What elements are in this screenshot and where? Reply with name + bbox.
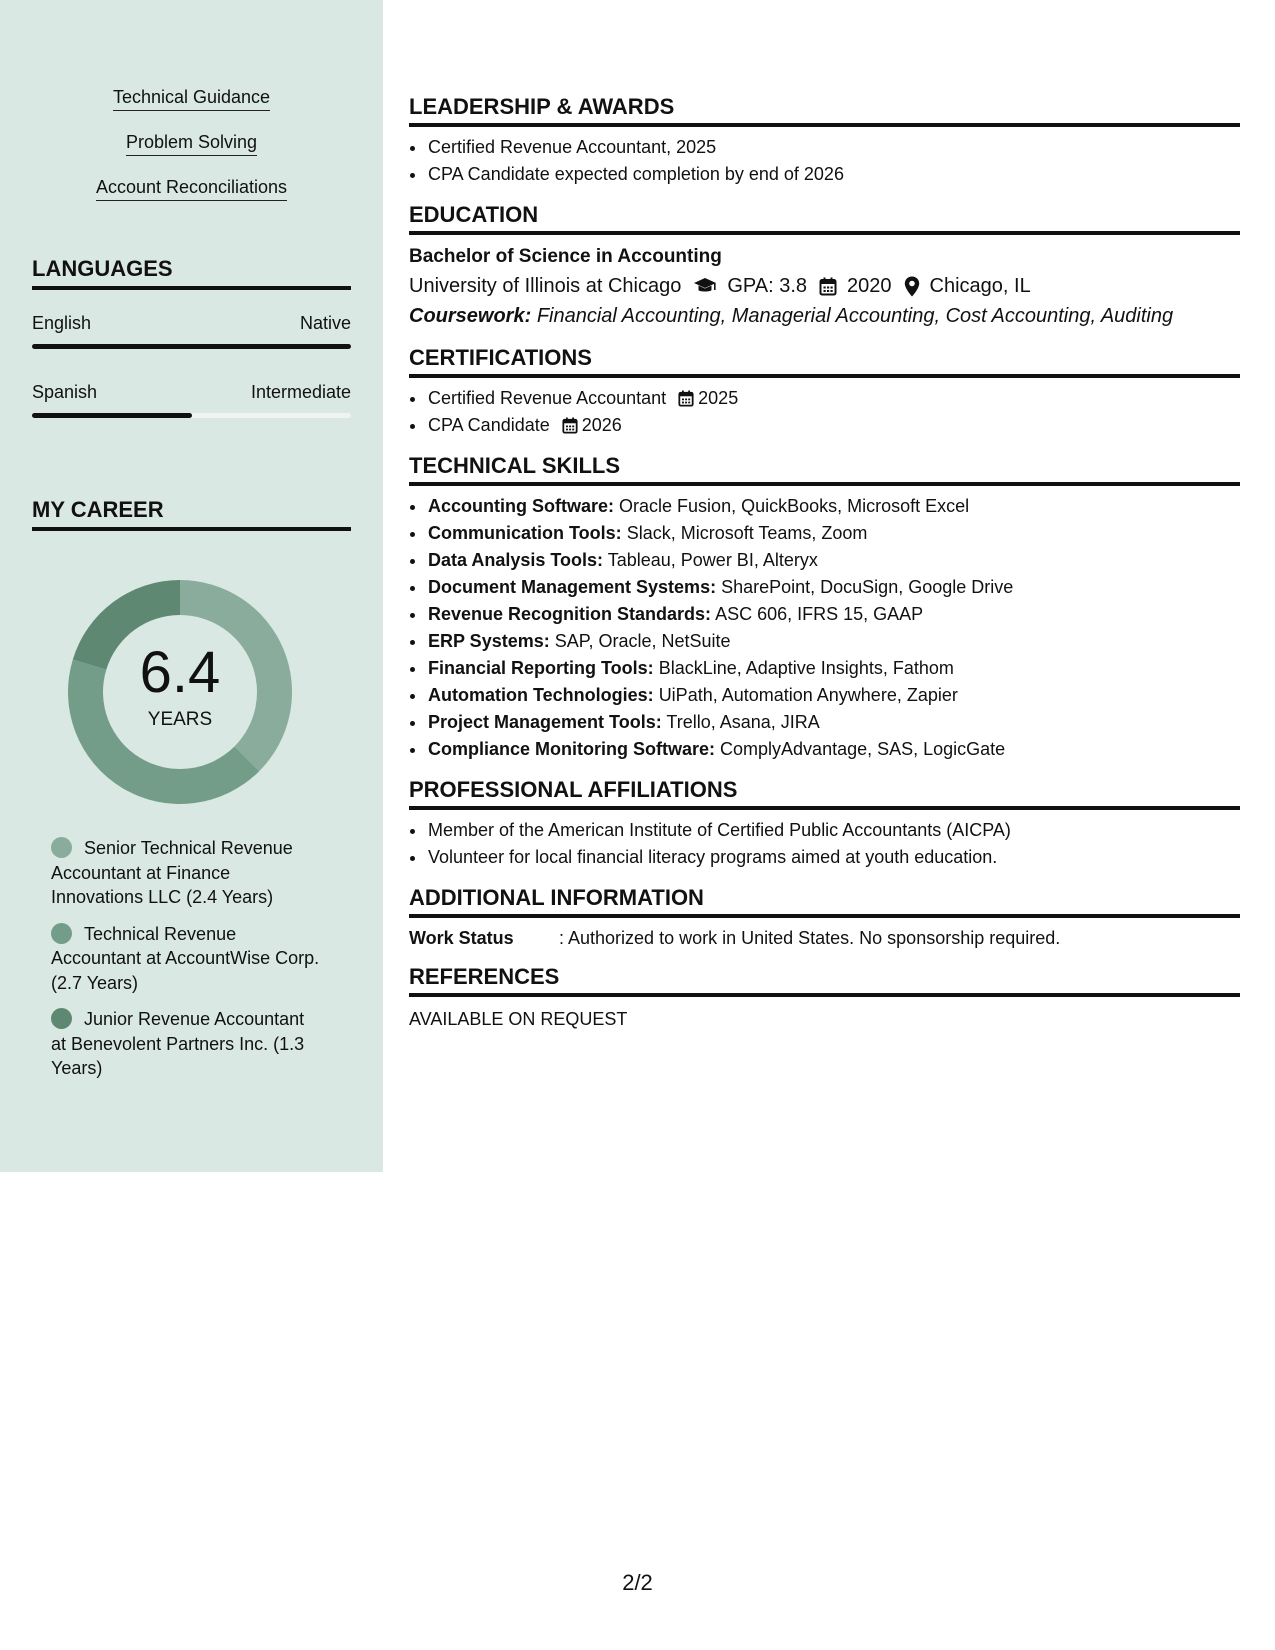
skill-value: ComplyAdvantage, SAS, LogicGate bbox=[720, 739, 1006, 759]
skill-value: UiPath, Automation Anywhere, Zapier bbox=[658, 685, 958, 705]
career-item bbox=[51, 1007, 321, 1081]
page-number: 2/2 bbox=[622, 1570, 653, 1595]
calendar-icon bbox=[678, 390, 694, 407]
career-total-years: 6.4 bbox=[139, 640, 221, 705]
list-item bbox=[427, 385, 1240, 412]
list-item bbox=[427, 493, 1240, 520]
section-title: REFERENCES bbox=[409, 964, 1240, 997]
section-title: CERTIFICATIONS bbox=[409, 345, 1240, 378]
calendar-icon bbox=[562, 417, 578, 434]
list-item: • Volunteer for local financial literacy programs aimed at youth education. bbox=[427, 844, 1240, 871]
skill-value: Trello, Asana, JIRA bbox=[666, 712, 820, 732]
career-item-text: Junior Revenue Accountant at Benevolent Partners Inc. (1.3 Years) bbox=[51, 1009, 305, 1078]
career-legend-dot bbox=[51, 923, 72, 944]
work-status-value: : Authorized to work in United States. No sponsorship required. bbox=[559, 928, 1061, 948]
list-item bbox=[427, 709, 1240, 736]
skill-label: Automation Technologies: bbox=[428, 685, 654, 705]
calendar-icon bbox=[819, 277, 837, 296]
skill-value: BlackLine, Adaptive Insights, Fathom bbox=[658, 658, 954, 678]
skill-value: Slack, Microsoft Teams, Zoom bbox=[626, 523, 868, 543]
certification-name: • CPA Candidate bbox=[428, 415, 550, 435]
coursework-label: Coursework: bbox=[409, 305, 532, 327]
work-status-label: Work Status bbox=[409, 928, 514, 948]
career-list bbox=[51, 836, 321, 1093]
career-legend-dot bbox=[51, 1008, 72, 1029]
list-item: • CPA Candidate expected completion by end of 2026 bbox=[427, 161, 1240, 188]
career-item bbox=[51, 922, 321, 996]
degree-title: Bachelor of Science in Accounting bbox=[409, 246, 722, 267]
affiliations-list bbox=[427, 817, 1240, 871]
career-item-text: Senior Technical Revenue Accountant at Finance Innovations LLC (2.4 Years) bbox=[51, 838, 293, 907]
certification-name: • Certified Revenue Accountant bbox=[428, 388, 667, 408]
skill-label: Document Management Systems: bbox=[428, 577, 717, 597]
career-legend-dot bbox=[51, 837, 72, 858]
graduation-year: 2020 bbox=[847, 275, 892, 297]
references-section bbox=[409, 964, 1240, 1031]
list-item bbox=[427, 682, 1240, 709]
career-item-text: Technical Revenue Accountant at AccountWise Corp. (2.7 Years) bbox=[51, 923, 320, 993]
list-item bbox=[427, 736, 1240, 763]
school-name: University of Illinois at Chicago bbox=[409, 275, 682, 297]
map-pin-icon bbox=[904, 276, 920, 297]
graduation-cap-icon bbox=[693, 277, 717, 295]
section-title: EDUCATION bbox=[409, 202, 1240, 235]
gpa: GPA: 3.8 bbox=[727, 275, 808, 297]
skill-value: SAP, Oracle, NetSuite bbox=[554, 631, 731, 651]
list-item bbox=[427, 547, 1240, 574]
section-title: PROFESSIONAL AFFILIATIONS bbox=[409, 777, 1240, 810]
list-item bbox=[427, 628, 1240, 655]
strength-item: Problem Solving bbox=[126, 131, 257, 156]
section-title: ADDITIONAL INFORMATION bbox=[409, 885, 1240, 918]
language-level: Intermediate bbox=[250, 382, 351, 402]
section-title: TECHNICAL SKILLS bbox=[409, 453, 1240, 486]
skill-label: ERP Systems: bbox=[428, 631, 550, 651]
language-level: Native bbox=[299, 313, 351, 333]
certifications-list bbox=[427, 385, 1240, 439]
main-content bbox=[409, 94, 1240, 1045]
strength-item: Technical Guidance bbox=[113, 86, 270, 111]
strength-item: Account Reconciliations bbox=[96, 176, 287, 201]
list-item bbox=[427, 520, 1240, 547]
strengths-list bbox=[0, 86, 383, 221]
skill-label: Compliance Monitoring Software: bbox=[428, 739, 716, 759]
skill-value: Oracle Fusion, QuickBooks, Microsoft Excel bbox=[619, 496, 970, 516]
language-spanish bbox=[32, 382, 351, 418]
list-item bbox=[427, 655, 1240, 682]
skills-list bbox=[427, 493, 1240, 763]
affiliations-section bbox=[409, 777, 1240, 871]
skill-label: Financial Reporting Tools: bbox=[428, 658, 654, 678]
sidebar bbox=[0, 0, 383, 1172]
section-title: LEADERSHIP & AWARDS bbox=[409, 94, 1240, 127]
career-title: MY CAREER bbox=[32, 497, 351, 531]
education-details bbox=[409, 271, 1240, 301]
technical-skills-section bbox=[409, 453, 1240, 763]
career-total-unit: YEARS bbox=[147, 709, 213, 730]
languages-title: LANGUAGES bbox=[32, 256, 351, 290]
skill-value: ASC 606, IFRS 15, GAAP bbox=[715, 604, 924, 624]
skill-value: Tableau, Power BI, Alteryx bbox=[607, 550, 818, 570]
language-name: Spanish bbox=[32, 382, 98, 402]
skill-label: Data Analysis Tools: bbox=[428, 550, 604, 570]
skill-label: Communication Tools: bbox=[428, 523, 622, 543]
language-bar-fill bbox=[32, 344, 351, 349]
skill-label: Accounting Software: bbox=[428, 496, 615, 516]
leadership-section bbox=[409, 94, 1240, 188]
language-bar-fill bbox=[32, 413, 192, 418]
skill-label: Revenue Recognition Standards: bbox=[428, 604, 712, 624]
references-text: AVAILABLE ON REQUEST bbox=[409, 1009, 628, 1029]
language-english bbox=[32, 313, 351, 349]
list-item bbox=[427, 412, 1240, 439]
skill-label: Project Management Tools: bbox=[428, 712, 662, 732]
certification-year: 2025 bbox=[698, 388, 739, 408]
list-item: • Certified Revenue Accountant, 2025 bbox=[427, 134, 1240, 161]
career-item bbox=[51, 836, 321, 910]
certifications-section bbox=[409, 345, 1240, 439]
language-bar bbox=[32, 413, 351, 418]
work-status-row bbox=[409, 926, 1240, 950]
list-item bbox=[427, 574, 1240, 601]
additional-info-section bbox=[409, 885, 1240, 950]
language-bar bbox=[32, 344, 351, 349]
certification-year: 2026 bbox=[581, 415, 622, 435]
leadership-list bbox=[427, 134, 1240, 188]
coursework-list: Financial Accounting, Managerial Accounting, Cost Accounting, Auditing bbox=[536, 305, 1174, 327]
skill-value: SharePoint, DocuSign, Google Drive bbox=[721, 577, 1014, 597]
school-location: Chicago, IL bbox=[929, 275, 1031, 297]
list-item: • Member of the American Institute of Certified Public Accountants (AICPA) bbox=[427, 817, 1240, 844]
list-item bbox=[427, 601, 1240, 628]
education-section bbox=[409, 202, 1240, 331]
coursework bbox=[409, 301, 1240, 331]
language-name: English bbox=[32, 313, 92, 333]
